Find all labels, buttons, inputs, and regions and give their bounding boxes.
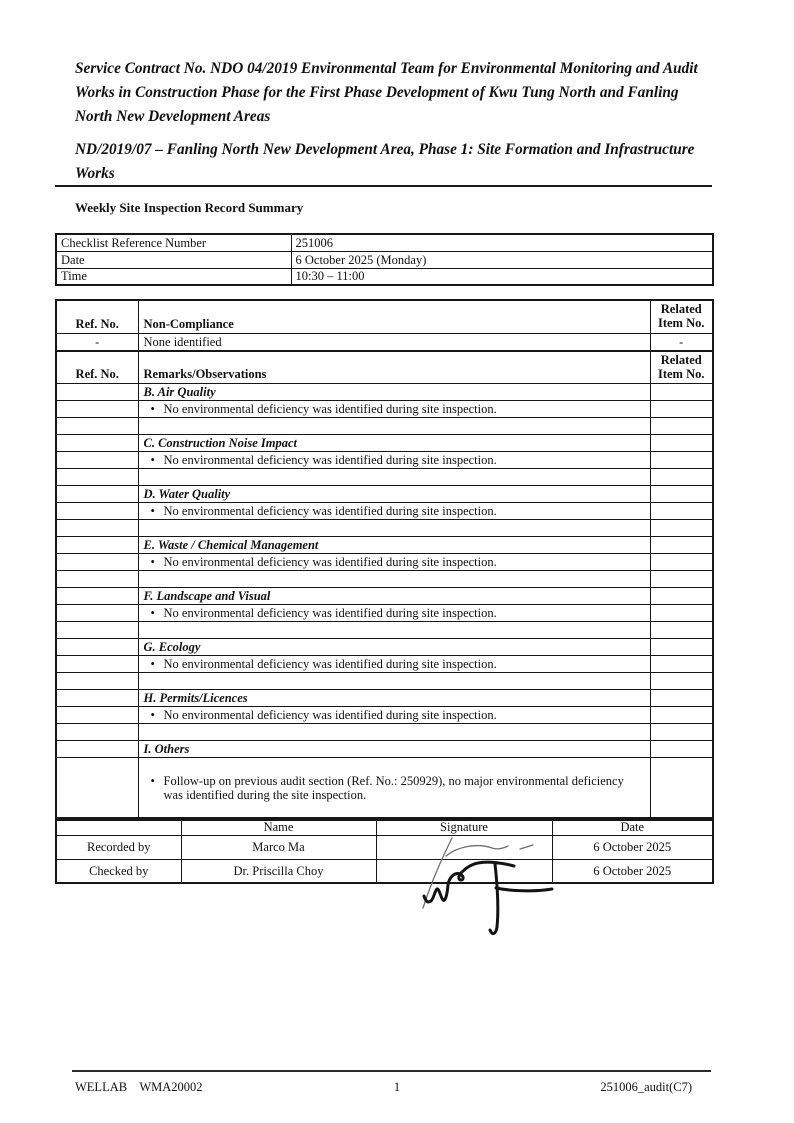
name-column-header: Name <box>181 818 376 835</box>
ref-no-cell <box>56 588 138 605</box>
ref-no-cell <box>56 690 138 707</box>
section-bullet-row <box>56 656 713 673</box>
footer-filename: 251006_audit(C7) <box>600 1080 692 1094</box>
signature-table <box>55 817 714 884</box>
section-bullet-row <box>56 758 713 820</box>
table-row <box>56 268 713 285</box>
signature-header-row <box>56 818 713 835</box>
related-item-cell <box>650 435 713 452</box>
related-item-cell <box>650 707 713 724</box>
related-item-cell <box>650 639 713 656</box>
inspection-table <box>55 299 714 821</box>
related-item-cell <box>650 554 713 571</box>
date-cell: 6 October 2025 <box>552 859 713 883</box>
date-column-header: Date <box>552 818 713 835</box>
bullet-marker: • <box>150 774 155 789</box>
contract-title: Service Contract No. NDO 04/2019 Environmental Team for Environmental Monitoring and Audit Works in Construction Phase for the First Phase Development of Kwu Tung North and Fanling North New Development Areas <box>75 60 698 125</box>
section-title-row <box>56 384 713 401</box>
spacer-row <box>56 418 713 435</box>
section-bullet: • No environmental deficiency was identified during site inspection. <box>138 401 650 418</box>
section-title-row <box>56 741 713 758</box>
ref-no-cell <box>56 554 138 571</box>
ref-no-cell <box>56 656 138 673</box>
ref-no-cell <box>56 741 138 758</box>
spacer-row <box>56 520 713 537</box>
role-cell: Recorded by <box>56 835 181 859</box>
section-title: C. Construction Noise Impact <box>138 435 650 452</box>
section-title: I. Others <box>138 741 650 758</box>
related-item-column-header: Related Item No. <box>650 351 713 384</box>
section-bullet: • No environmental deficiency was identified during site inspection. <box>138 452 650 469</box>
name-cell: Marco Ma <box>181 835 376 859</box>
spacer-row <box>56 673 713 690</box>
signature-column-header: Signature <box>376 818 552 835</box>
ref-no-cell <box>56 384 138 401</box>
section-title: H. Permits/Licences <box>138 690 650 707</box>
spacer-row <box>56 724 713 741</box>
bullet-marker: • <box>150 453 155 467</box>
non-compliance-header-row <box>56 300 713 333</box>
signature-corner-cell <box>56 818 181 835</box>
related-item-cell <box>650 690 713 707</box>
project-title: ND/2019/07 – Fanling North New Development Area, Phase 1: Site Formation and Infrastructure Works <box>75 141 695 182</box>
info-value: 251006 <box>291 234 713 251</box>
related-item-cell <box>650 758 713 820</box>
info-label: Checklist Reference Number <box>56 234 291 251</box>
section-bullet: • No environmental deficiency was identified during site inspection. <box>138 554 650 571</box>
info-label: Time <box>56 268 291 285</box>
ref-no-cell <box>56 758 138 820</box>
checklist-info-table <box>55 233 714 286</box>
bullet-marker: • <box>150 504 155 518</box>
non-compliance-column-header: Non-Compliance <box>138 300 650 333</box>
page-number: 1 <box>393 1080 401 1094</box>
checked-signature-cell <box>376 859 552 883</box>
info-value: 10:30 – 11:00 <box>291 268 713 285</box>
ref-no-cell <box>56 486 138 503</box>
header-divider <box>55 185 712 187</box>
footer-divider <box>72 1070 711 1072</box>
section-title-row <box>56 588 713 605</box>
section-title: B. Air Quality <box>138 384 650 401</box>
section-title: D. Water Quality <box>138 486 650 503</box>
section-bullet-row <box>56 707 713 724</box>
bullet-marker: • <box>150 555 155 569</box>
section-bullet-row <box>56 401 713 418</box>
section-bullet: • Follow-up on previous audit section (Ref. No.: 250929), no major environmental deficiency was identified during the site inspection. <box>138 758 650 820</box>
remarks-column-header: Remarks/Observations <box>138 351 650 384</box>
related-item-cell <box>650 452 713 469</box>
section-bullet-row <box>56 554 713 571</box>
ref-no-column-header: Ref. No. <box>56 300 138 333</box>
bullet-marker: • <box>150 708 155 722</box>
info-value: 6 October 2025 (Monday) <box>291 251 713 268</box>
table-row <box>56 234 713 251</box>
name-cell: Dr. Priscilla Choy <box>181 859 376 883</box>
ref-no-cell <box>56 435 138 452</box>
section-title: F. Landscape and Visual <box>138 588 650 605</box>
table-row <box>56 251 713 268</box>
bullet-marker: • <box>150 657 155 671</box>
related-item-cell <box>650 486 713 503</box>
section-title-row <box>56 537 713 554</box>
section-bullet: • No environmental deficiency was identified during site inspection. <box>138 707 650 724</box>
related-item-cell <box>650 503 713 520</box>
ref-no-column-header: Ref. No. <box>56 351 138 384</box>
ref-no-cell <box>56 452 138 469</box>
remarks-header-row <box>56 351 713 384</box>
spacer-row <box>56 469 713 486</box>
non-compliance-cell: None identified <box>138 333 650 351</box>
section-bullet-row <box>56 503 713 520</box>
spacer-row <box>56 622 713 639</box>
role-cell: Checked by <box>56 859 181 883</box>
ref-no-cell <box>56 639 138 656</box>
ref-no-cell: - <box>56 333 138 351</box>
bullet-marker: • <box>150 606 155 620</box>
section-bullet: • No environmental deficiency was identified during site inspection. <box>138 656 650 673</box>
recorded-by-row <box>56 835 713 859</box>
related-item-cell <box>650 401 713 418</box>
document-header <box>75 57 705 195</box>
ref-no-cell <box>56 605 138 622</box>
ref-no-cell <box>56 503 138 520</box>
section-title: E. Waste / Chemical Management <box>138 537 650 554</box>
ref-no-cell <box>56 401 138 418</box>
recorded-signature-cell <box>376 835 552 859</box>
bullet-marker: • <box>150 402 155 416</box>
related-item-cell <box>650 537 713 554</box>
section-title-row <box>56 486 713 503</box>
related-item-cell: - <box>650 333 713 351</box>
checked-by-row <box>56 859 713 883</box>
related-item-cell <box>650 588 713 605</box>
section-bullet-row <box>56 452 713 469</box>
page-title: Weekly Site Inspection Record Summary <box>75 200 304 215</box>
section-bullet-row <box>56 605 713 622</box>
related-item-cell <box>650 656 713 673</box>
ref-no-cell <box>56 537 138 554</box>
related-item-cell <box>650 384 713 401</box>
section-bullet: • No environmental deficiency was identified during site inspection. <box>138 605 650 622</box>
non-compliance-row <box>56 333 713 351</box>
related-item-cell <box>650 605 713 622</box>
section-title-row <box>56 690 713 707</box>
section-title-row <box>56 435 713 452</box>
date-cell: 6 October 2025 <box>552 835 713 859</box>
section-title: G. Ecology <box>138 639 650 656</box>
related-item-cell <box>650 741 713 758</box>
info-label: Date <box>56 251 291 268</box>
footer-reference: WELLAB WMA20002 <box>75 1080 203 1094</box>
spacer-row <box>56 571 713 588</box>
related-item-column-header: Related Item No. <box>650 300 713 333</box>
section-title-row <box>56 639 713 656</box>
section-bullet: • No environmental deficiency was identified during site inspection. <box>138 503 650 520</box>
ref-no-cell <box>56 707 138 724</box>
